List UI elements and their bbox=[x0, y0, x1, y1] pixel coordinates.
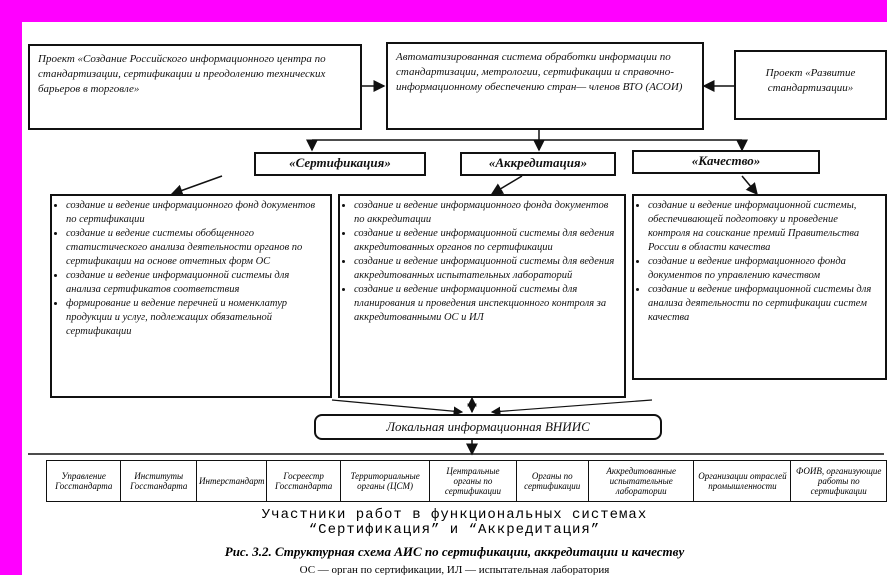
asoi-box bbox=[386, 42, 704, 130]
participant-cell: Интерстандарт bbox=[197, 461, 267, 502]
diagram-page bbox=[22, 22, 887, 575]
cert-item: • создание и ведение системы обобщенного статистического анализа деятельности органов по сертификации на основе отчетных форм ОС bbox=[66, 227, 326, 269]
participants-table bbox=[46, 460, 887, 502]
participants-caption-line2: “Сертификация” и “Аккредитация” bbox=[308, 522, 601, 538]
accr-item: • создание и ведение информационной системы для планирования и проведения инспекционного контроля за аккредитованными ОС и ИЛ bbox=[354, 283, 620, 325]
arrow-qual-to-list bbox=[742, 176, 757, 194]
accr-list bbox=[344, 199, 620, 325]
abbreviation-note: ОС — орган по сертификации, ИЛ — испытательная лаборатория bbox=[299, 564, 610, 575]
qual-list bbox=[638, 199, 881, 325]
system-cert-label: «Сертификация» bbox=[289, 155, 391, 170]
participant-cell: Центральные органы по сертификации bbox=[430, 461, 516, 502]
accr-item: • создание и ведение информационной системы для ведения аккредитованных органов по сертификации bbox=[354, 227, 620, 255]
cert-item: • создание и ведение информационного фонд документов по сертификации bbox=[66, 199, 326, 227]
participant-cell: Аккредитованные испытательные лаборатории bbox=[588, 461, 694, 502]
system-qual-label: «Качество» bbox=[691, 153, 761, 168]
qual-list-box bbox=[632, 194, 887, 380]
system-accr-label: «Аккредитация» bbox=[488, 155, 588, 170]
project-center-text: Проект «Создание Российского информационного центра по стандартизации, сертификации и преодолению технических барьеров в торговле» bbox=[38, 53, 326, 95]
qual-item: • создание и ведение информационного фонда документов по управлению качеством bbox=[648, 255, 881, 283]
local-vniis-box bbox=[314, 414, 662, 440]
accr-item: • создание и ведение информационного фонда документов по аккредитации bbox=[354, 199, 620, 227]
arrow-accr-to-list bbox=[492, 176, 522, 194]
participant-cell: Институты Госстандарта bbox=[121, 461, 197, 502]
participant-cell: ФОИВ, организующие работы по сертификации bbox=[791, 461, 887, 502]
arrow-qualist-to-local bbox=[492, 400, 652, 412]
project-standardization-text: Проект «Развитие стандартизации» bbox=[765, 67, 856, 94]
participant-cell: Управление Госстандарта bbox=[47, 461, 121, 502]
qual-item: • создание и ведение информационной системы для анализа деятельности по сертификации систем качества bbox=[648, 283, 881, 325]
system-cert-box bbox=[254, 152, 426, 176]
cert-list bbox=[56, 199, 326, 339]
accr-item: • создание и ведение информационной системы для ведения аккредитованных испытательных лабораторий bbox=[354, 255, 620, 283]
project-standardization-box bbox=[734, 50, 887, 120]
table-row bbox=[47, 461, 887, 502]
qual-item: • создание и ведение информационной системы, обеспечивающей подготовку и проведение контроля на соискание премий Правительства России в области качества bbox=[648, 199, 881, 255]
figure-caption: Рис. 3.2. Структурная схема АИС по сертификации, аккредитации и качеству bbox=[224, 544, 685, 559]
participant-cell: Организации отраслей промышленности bbox=[694, 461, 791, 502]
participant-cell: Территориальные органы (ЦСМ) bbox=[340, 461, 429, 502]
arrow-cert-to-list bbox=[172, 176, 222, 194]
system-accr-box bbox=[460, 152, 616, 176]
system-qual-box bbox=[632, 150, 820, 174]
participant-cell: Органы по сертификации bbox=[516, 461, 588, 502]
accr-list-box bbox=[338, 194, 626, 398]
cert-item: • создание и ведение информационной системы для анализа сертификатов соответствия bbox=[66, 269, 326, 297]
cert-item: • формирование и ведение перечней и номенклатур продукции и услуг, подлежащих обязательной сертификации bbox=[66, 297, 326, 339]
participant-cell: Госреестр Госстандарта bbox=[267, 461, 340, 502]
local-vniis-label: Локальная информационная ВНИИС bbox=[386, 419, 590, 434]
project-center-box bbox=[28, 44, 362, 130]
cert-list-box bbox=[50, 194, 332, 398]
arrow-certlist-to-local bbox=[332, 400, 462, 412]
asoi-text: Автоматизированная система обработки информации по стандартизации, метрологии, сертификации и справочно-информационному обеспечению стран— членов ВТО (АСОИ) bbox=[396, 51, 683, 93]
participants-caption-line1: Участники работ в функциональных системах bbox=[261, 507, 648, 523]
